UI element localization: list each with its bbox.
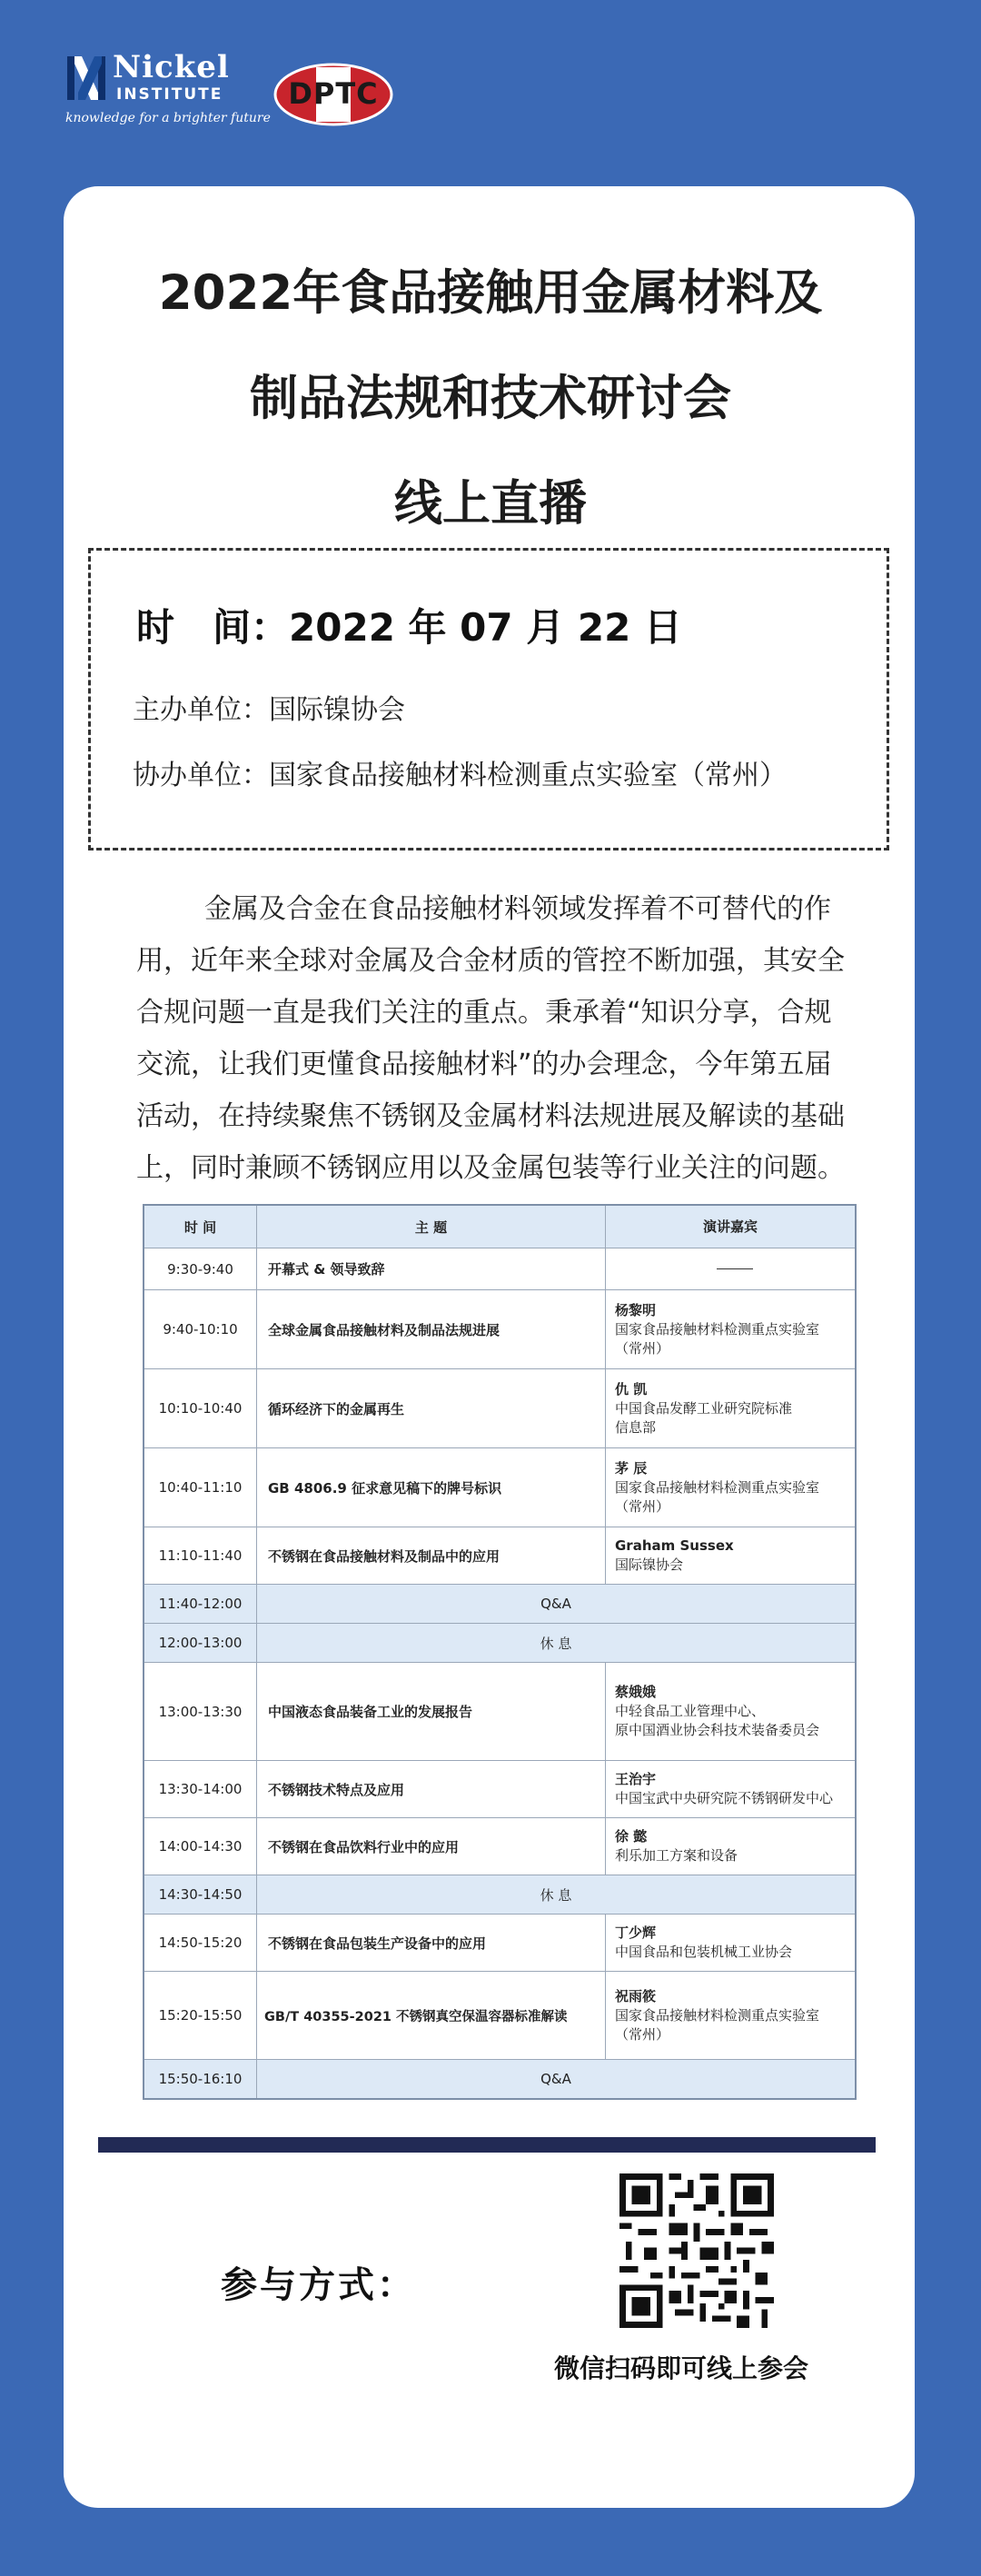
row-topic: 不锈钢技术特点及应用 <box>257 1761 606 1817</box>
speaker-org: 中国宝武中央研究院不锈钢研发中心 <box>615 1790 834 1806</box>
row-topic: 开幕式 & 领导致辞 <box>257 1248 606 1289</box>
header-topic: 主 题 <box>257 1206 606 1248</box>
row-time: 14:00-14:30 <box>144 1818 257 1875</box>
row-time: 13:00-13:30 <box>144 1663 257 1760</box>
row-time: 15:20-15:50 <box>144 1972 257 2059</box>
table-row <box>144 1761 855 1818</box>
table-row <box>144 1972 855 2060</box>
speaker-org: 国家食品接触材料检测重点实验室 <box>615 1478 820 1496</box>
speaker-org: 国家食品接触材料检测重点实验室 <box>615 2006 820 2024</box>
title-line-3: 线上直播 <box>394 476 587 532</box>
row-time: 11:10-11:40 <box>144 1527 257 1584</box>
table-row <box>144 1527 855 1585</box>
speaker-name: 仇 凯 <box>615 1380 648 1397</box>
row-topic: GB 4806.9 征求意见稿下的牌号标识 <box>257 1448 606 1527</box>
row-speaker <box>606 1248 855 1289</box>
row-time: 14:50-15:20 <box>144 1915 257 1971</box>
speaker-name: 蔡娥娥 <box>615 1684 657 1700</box>
row-topic: GB/T 40355-2021 不锈钢真空保温容器标准解读 <box>257 1972 606 2059</box>
qr-caption: 微信扫码即可线上参会 <box>554 2353 809 2383</box>
speaker-name: 丁少辉 <box>615 1925 657 1941</box>
row-speaker <box>606 1290 855 1368</box>
row-qa: Q&A <box>540 1596 571 1612</box>
table-row-break <box>144 1585 855 1624</box>
nickel-name: Nickel <box>113 49 230 85</box>
speaker-org: 国际镍协会 <box>615 1557 684 1573</box>
speaker-org: 原中国酒业协会科技术装备委员会 <box>615 1722 820 1738</box>
row-speaker <box>606 1369 855 1447</box>
title-line-1: 2022年食品接触用金属材料及 <box>158 265 823 321</box>
time-label-a: 时 <box>136 605 175 650</box>
row-topic: 不锈钢在食品饮料行业中的应用 <box>257 1818 606 1875</box>
event-info-box <box>88 548 889 850</box>
intro-line: 合规问题一直是我们关注的重点。秉承着“知识分享，合规 <box>136 997 832 1029</box>
dptc-logo <box>272 62 394 127</box>
empty-speaker-dash <box>717 1268 753 1269</box>
row-speaker <box>606 1761 855 1817</box>
table-row-break <box>144 1624 855 1663</box>
nickel-institute-word: INSTITUTE <box>116 85 223 104</box>
speaker-name: 杨黎明 <box>615 1301 657 1318</box>
qr-code-icon <box>619 2173 774 2328</box>
intro-line: 用，近年来全球对金属及合金材质的管控不断加强，其安全 <box>136 945 845 977</box>
row-time: 9:40-10:10 <box>144 1290 257 1368</box>
intro-line: 上，同时兼顾不锈钢应用以及金属包装等行业关注的问题。 <box>136 1152 845 1184</box>
row-speaker <box>606 1818 855 1875</box>
row-speaker <box>606 1663 855 1760</box>
speaker-name: Graham Sussex <box>615 1537 734 1554</box>
nickel-logo-mark-icon <box>65 53 107 104</box>
speaker-org: 中轻食品工业管理中心、 <box>615 1703 766 1719</box>
intro-paragraph <box>136 883 854 1194</box>
nickel-tagline: knowledge for a brighter future <box>65 111 271 125</box>
row-break: 休 息 <box>540 1635 572 1652</box>
row-qa: Q&A <box>540 2071 571 2087</box>
row-speaker <box>606 1972 855 2059</box>
row-time: 10:10-10:40 <box>144 1369 257 1447</box>
row-time: 14:30-14:50 <box>144 1875 257 1914</box>
intro-line: 金属及合金在食品接触材料领域发挥着不可替代的作 <box>204 893 831 925</box>
divider-bar <box>98 2137 876 2153</box>
table-row <box>144 1915 855 1972</box>
row-topic: 全球金属食品接触材料及制品法规进展 <box>257 1290 606 1368</box>
intro-line: 交流，让我们更懂食品接触材料”的办会理念，今年第五届 <box>136 1049 832 1080</box>
row-time: 12:00-13:00 <box>144 1624 257 1662</box>
speaker-name: 茅 辰 <box>615 1459 648 1477</box>
co-organizer: 协办单位：国家食品接触材料检测重点实验室（常州） <box>133 760 787 791</box>
row-topic: 中国液态食品装备工业的发展报告 <box>257 1663 606 1760</box>
time-value: 2022 年 07 月 22 日 <box>289 605 682 650</box>
row-time: 9:30-9:40 <box>144 1248 257 1289</box>
speaker-org: （常州） <box>615 1497 670 1515</box>
row-speaker <box>606 1527 855 1584</box>
table-row <box>144 1369 855 1448</box>
organizer: 主办单位：国际镍协会 <box>133 694 405 726</box>
speaker-org: 信息部 <box>615 1418 657 1436</box>
speaker-org: 国家食品接触材料检测重点实验室 <box>615 1320 820 1338</box>
table-row-break <box>144 1875 855 1915</box>
row-time: 13:30-14:00 <box>144 1761 257 1817</box>
speaker-org: （常州） <box>615 1339 670 1357</box>
time-label-b: 间： <box>213 605 290 650</box>
table-row <box>144 1248 855 1290</box>
row-topic: 循环经济下的金属再生 <box>257 1369 606 1447</box>
table-row <box>144 1448 855 1527</box>
dptc-text: DPTC <box>288 76 379 111</box>
row-time: 10:40-11:10 <box>144 1448 257 1527</box>
row-break: 休 息 <box>540 1886 572 1904</box>
row-speaker <box>606 1448 855 1527</box>
speaker-org: （常州） <box>615 2025 670 2043</box>
join-label: 参与方式： <box>221 2264 416 2306</box>
schedule-table <box>143 1204 857 2100</box>
row-topic: 不锈钢在食品接触材料及制品中的应用 <box>257 1527 606 1584</box>
header-speaker: 演讲嘉宾 <box>702 1218 758 1235</box>
row-topic: 不锈钢在食品包装生产设备中的应用 <box>257 1915 606 1971</box>
nickel-institute-logo <box>65 49 271 129</box>
header <box>0 0 981 186</box>
speaker-org: 利乐加工方案和设备 <box>615 1847 738 1864</box>
table-row <box>144 1663 855 1761</box>
table-row-break <box>144 2060 855 2098</box>
page-title <box>0 241 981 557</box>
row-time: 15:50-16:10 <box>144 2060 257 2098</box>
speaker-name: 徐 懿 <box>615 1828 648 1845</box>
table-row <box>144 1290 855 1369</box>
table-header-row <box>144 1206 855 1248</box>
table-row <box>144 1818 855 1875</box>
row-time: 11:40-12:00 <box>144 1585 257 1623</box>
speaker-name: 祝雨筱 <box>615 1987 657 2004</box>
speaker-name: 王治宇 <box>615 1771 657 1787</box>
event-time <box>136 598 682 652</box>
speaker-org: 中国食品发酵工业研究院标准 <box>615 1399 793 1417</box>
header-time: 时 间 <box>144 1206 257 1248</box>
intro-line: 活动，在持续聚焦不锈钢及金属材料法规进展及解读的基础 <box>136 1100 845 1132</box>
row-speaker <box>606 1915 855 1971</box>
title-line-2: 制品法规和技术研讨会 <box>250 371 731 426</box>
speaker-org: 中国食品和包装机械工业协会 <box>615 1944 793 1960</box>
